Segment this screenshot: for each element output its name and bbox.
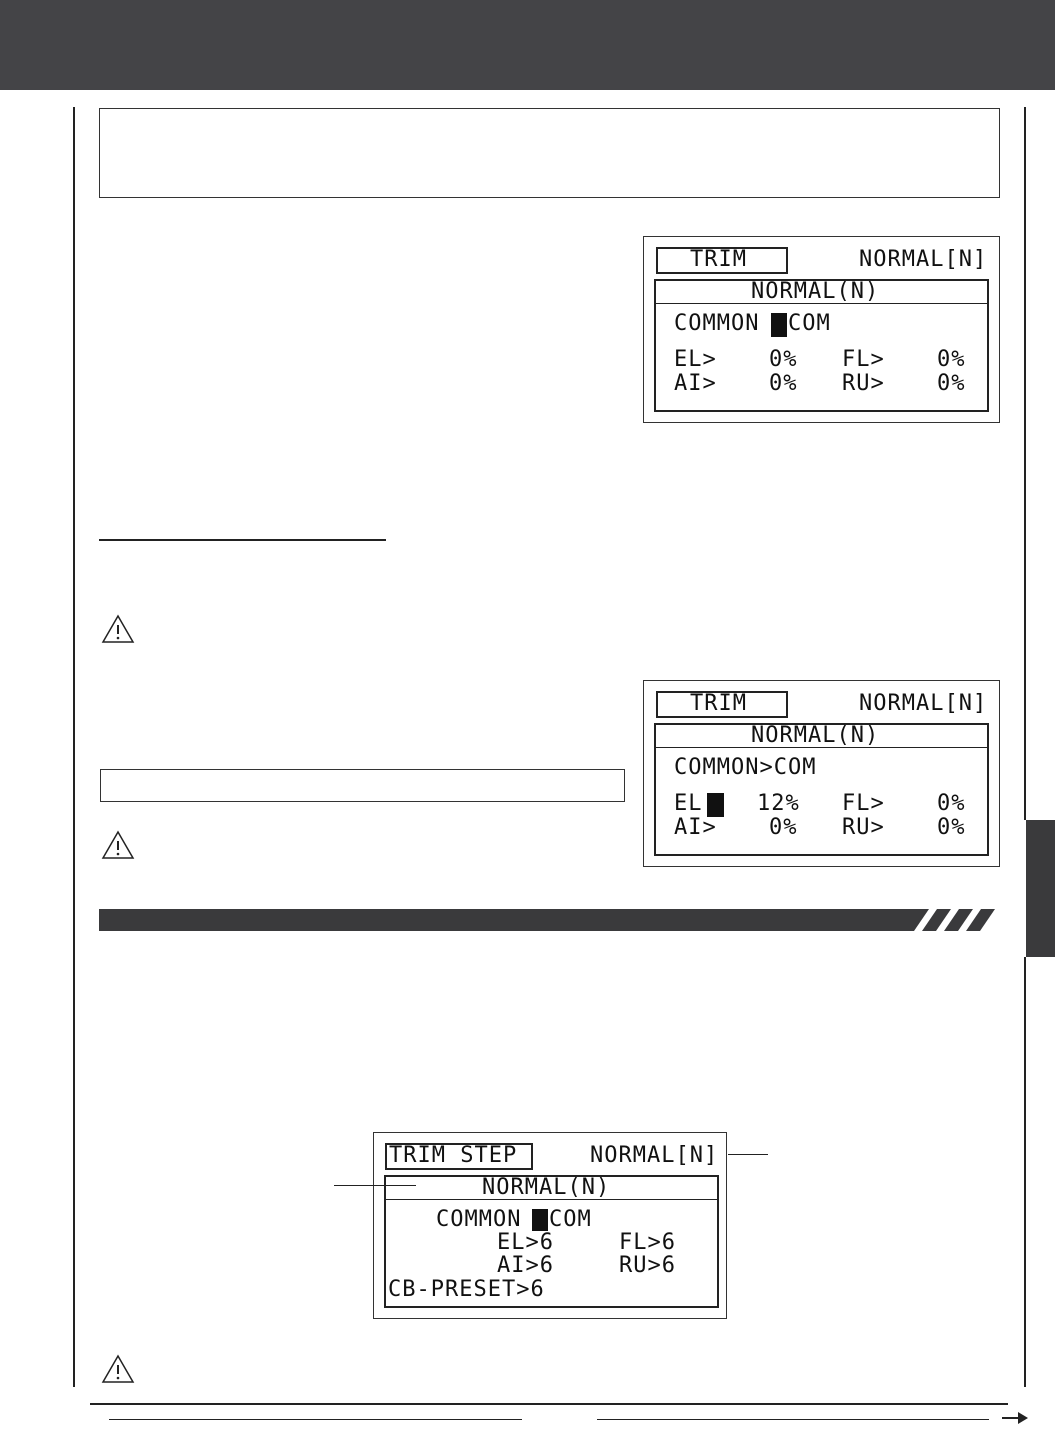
cursor-block	[532, 1209, 548, 1231]
flight-mode: NORMAL[N]	[859, 247, 988, 272]
common-label: COMMON	[436, 1207, 522, 1232]
warning-icon	[101, 614, 135, 644]
trim-step-screen	[373, 1132, 727, 1319]
footer-line-left	[109, 1419, 522, 1420]
common-label: COMMON	[674, 311, 760, 336]
ru-step: RU>6	[619, 1253, 676, 1278]
el-value: 0%	[769, 347, 798, 372]
fl-step: FL>6	[619, 1230, 676, 1255]
note-box	[100, 769, 625, 802]
ai-value: 0%	[769, 815, 798, 840]
flight-mode: NORMAL[N]	[859, 691, 988, 716]
condition-label: NORMAL(N)	[482, 1175, 611, 1200]
footer-rule	[90, 1403, 1008, 1405]
arrow-right-icon	[1002, 1410, 1028, 1429]
left-margin-line	[73, 107, 75, 1387]
chapter-side-tab	[1026, 820, 1055, 957]
intro-box	[99, 108, 1000, 198]
ru-value: 0%	[937, 815, 966, 840]
common-value: COM	[788, 311, 831, 336]
callout-line-mode	[728, 1154, 768, 1155]
ai-label: AI>	[674, 815, 717, 840]
screen-title: TRIM	[690, 691, 747, 716]
cursor-block	[771, 313, 787, 337]
cursor-block	[707, 793, 724, 817]
ru-value: 0%	[937, 371, 966, 396]
right-margin-line-lower	[1024, 957, 1026, 1387]
fl-value: 0%	[937, 791, 966, 816]
right-margin-line-upper	[1024, 107, 1026, 820]
fl-label: FL>	[842, 347, 885, 372]
ai-value: 0%	[769, 371, 798, 396]
condition-label: NORMAL(N)	[751, 723, 880, 748]
cb-preset: CB-PRESET>6	[388, 1277, 545, 1302]
screen-title: TRIM	[690, 247, 747, 272]
page-header-bar	[0, 0, 1055, 90]
ru-label: RU>	[842, 371, 885, 396]
screen-title: TRIM STEP	[389, 1143, 518, 1168]
warning-icon	[101, 830, 135, 860]
ru-label: RU>	[842, 815, 885, 840]
common-value: COM	[549, 1207, 592, 1232]
el-step: EL>6	[497, 1230, 554, 1255]
ai-step: AI>6	[497, 1253, 554, 1278]
section-header-bar	[99, 909, 1000, 931]
el-label: EL	[674, 791, 703, 816]
trim-screen-2	[643, 680, 1000, 867]
flight-mode: NORMAL[N]	[590, 1143, 719, 1168]
ai-label: AI>	[674, 371, 717, 396]
el-value: 12%	[757, 791, 800, 816]
common-line: COMMON>COM	[674, 755, 817, 780]
footer-line-right	[597, 1419, 989, 1420]
condition-label: NORMAL(N)	[751, 279, 880, 304]
callout-line-condition	[334, 1185, 416, 1186]
fl-value: 0%	[937, 347, 966, 372]
fl-label: FL>	[842, 791, 885, 816]
trim-screen-1	[643, 236, 1000, 423]
el-label: EL>	[674, 347, 717, 372]
warning-icon	[101, 1354, 135, 1384]
subheading-underline	[99, 539, 386, 541]
